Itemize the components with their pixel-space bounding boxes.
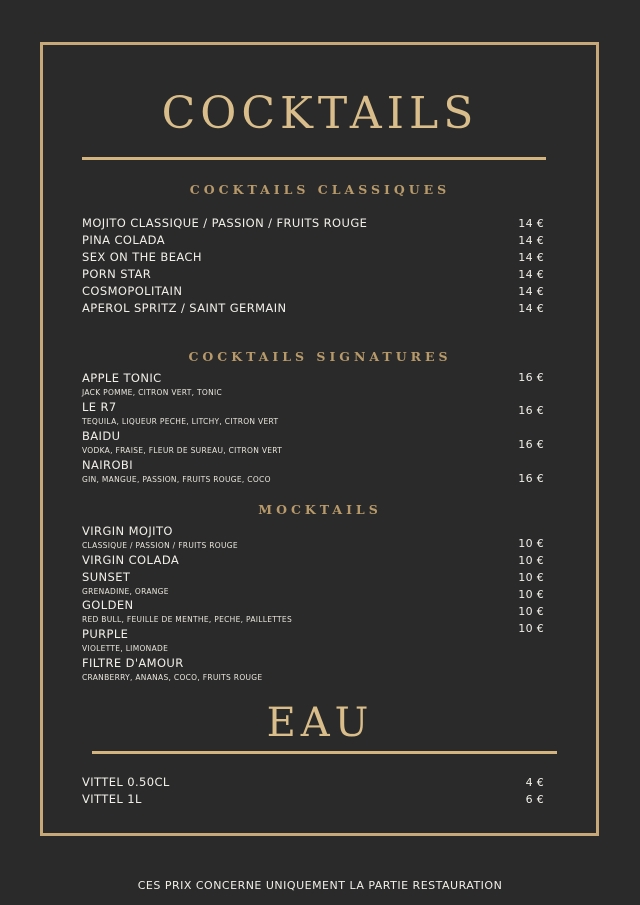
menu-item-price: 16 € <box>518 371 544 384</box>
menu-item-description: RED BULL, FEUILLE DE MENTHE, PECHE, PAILLETTES <box>82 615 293 624</box>
menu-item-price: 4 € <box>525 776 544 789</box>
menu-item-description: VIOLETTE, LIMONADE <box>82 644 169 653</box>
menu-item-name: VIRGIN MOJITO <box>82 524 173 538</box>
menu-item-price: 10 € <box>518 588 544 601</box>
menu-item-price: 14 € <box>518 302 544 315</box>
menu-item-name: PINA COLADA <box>82 233 165 247</box>
menu-item-name: SUNSET <box>82 570 131 584</box>
menu-item-price: 10 € <box>518 554 544 567</box>
menu-item-name: MOJITO CLASSIQUE / PASSION / FRUITS ROUGE <box>82 216 368 230</box>
menu-item-name: PURPLE <box>82 627 129 641</box>
menu-item-name: SEX ON THE BEACH <box>82 250 202 264</box>
menu-item-price: 14 € <box>518 285 544 298</box>
page-title: COCKTAILS <box>161 88 479 139</box>
eau-rule <box>92 751 557 754</box>
menu-item-price: 14 € <box>518 217 544 230</box>
menu-item-description: GIN, MANGUE, PASSION, FRUITS ROUGE, COCO <box>82 475 271 484</box>
menu-item-price: 10 € <box>518 622 544 635</box>
menu-item-description: TEQUILA, LIQUEUR PECHE, LITCHY, CITRON VERT <box>82 417 279 426</box>
menu-item-name: VITTEL 0.50CL <box>82 775 170 789</box>
section-heading-signatures: COCKTAILS SIGNATURES <box>188 349 452 364</box>
section-heading-classiques: COCKTAILS CLASSIQUES <box>189 182 451 197</box>
menu-item-name: PORN STAR <box>82 267 152 281</box>
eau-title: EAU <box>266 700 374 746</box>
menu-item-price: 14 € <box>518 234 544 247</box>
menu-item-description: GRENADINE, ORANGE <box>82 587 169 596</box>
menu-item-name: APEROL SPRITZ / SAINT GERMAIN <box>82 301 287 315</box>
menu-item-price: 16 € <box>518 472 544 485</box>
menu-item-price: 10 € <box>518 571 544 584</box>
menu-item-name: APPLE TONIC <box>82 371 162 385</box>
menu-item-name: COSMOPOLITAIN <box>82 284 183 298</box>
menu-item-description: CLASSIQUE / PASSION / FRUITS ROUGE <box>82 541 238 550</box>
section-heading-mocktails: MOCKTAILS <box>258 502 382 517</box>
menu-item-price: 10 € <box>518 537 544 550</box>
menu-item-name: VITTEL 1L <box>82 792 142 806</box>
menu-item-price: 16 € <box>518 404 544 417</box>
menu-item-name: FILTRE D'AMOUR <box>82 656 184 670</box>
title-rule <box>82 157 546 160</box>
menu-item-price: 14 € <box>518 251 544 264</box>
footer-note: CES PRIX CONCERNE UNIQUEMENT LA PARTIE RESTAURATION <box>137 879 503 892</box>
menu-item-description: VODKA, FRAISE, FLEUR DE SUREAU, CITRON VERT <box>82 446 283 455</box>
menu-item-name: LE R7 <box>82 400 117 414</box>
menu-item-price: 6 € <box>525 793 544 806</box>
menu-item-description: CRANBERRY, ANANAS, COCO, FRUITS ROUGE <box>82 673 263 682</box>
menu-item-name: GOLDEN <box>82 598 134 612</box>
menu-item-price: 10 € <box>518 605 544 618</box>
menu-item-name: VIRGIN COLADA <box>82 553 180 567</box>
menu-item-price: 16 € <box>518 438 544 451</box>
menu-item-description: JACK POMME, CITRON VERT, TONIC <box>82 388 223 397</box>
menu-item-name: NAIROBI <box>82 458 133 472</box>
menu-item-price: 14 € <box>518 268 544 281</box>
menu-item-name: BAIDU <box>82 429 121 443</box>
